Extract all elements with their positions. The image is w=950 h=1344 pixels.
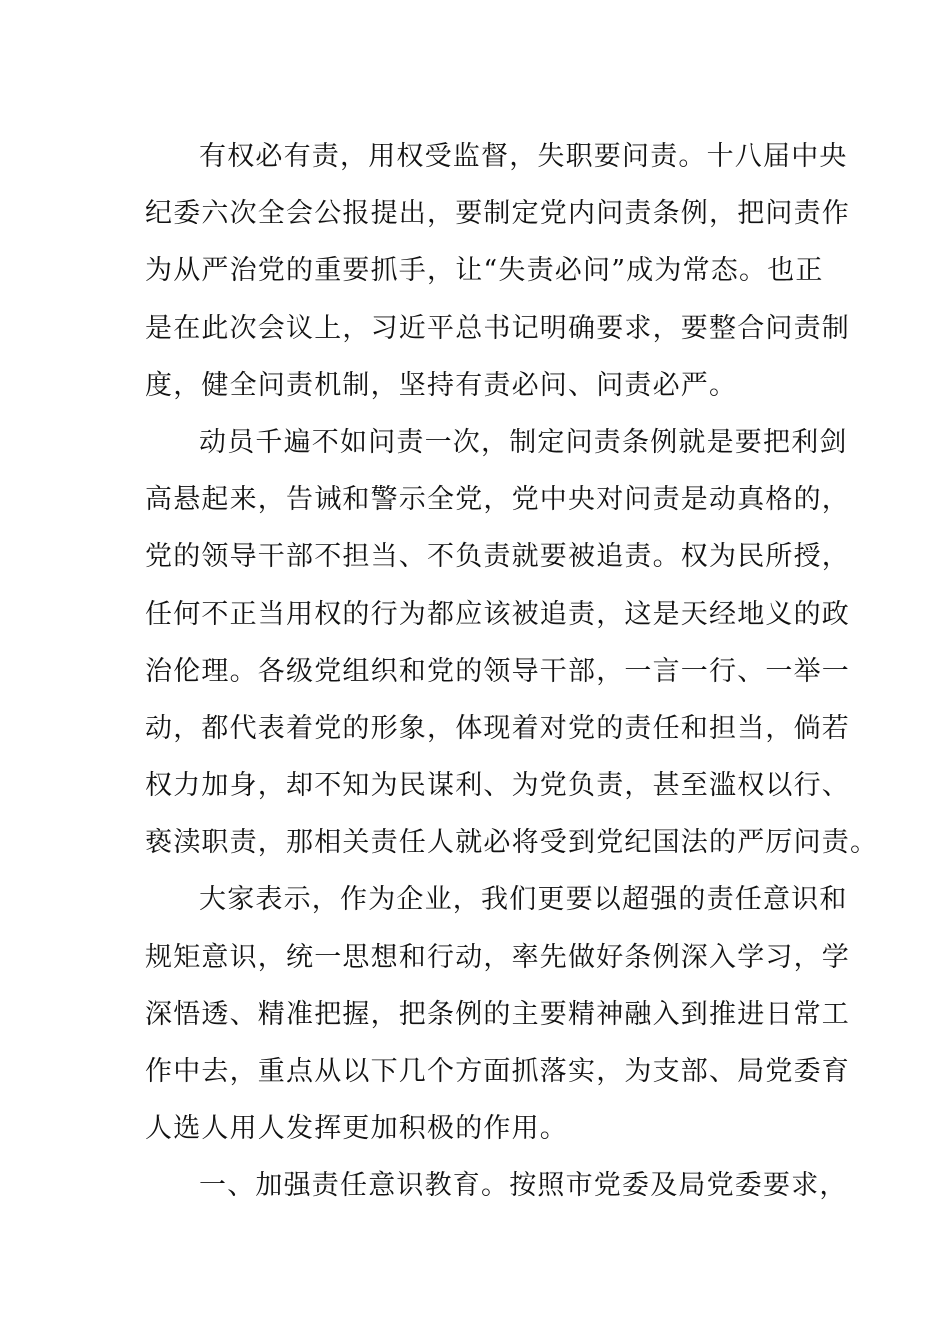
text-line: 任何不正当用权的行为都应该被追责，这是天经地义的政 (145, 598, 850, 630)
paragraph-4 (145, 1157, 848, 1214)
text-line: 大家表示，作为企业，我们更要以超强的责任意识和 (199, 884, 848, 916)
text-line: 深悟透、精准把握，把条例的主要精神融入到推进日常工 (145, 998, 850, 1030)
text-line: 为从严治党的重要抓手，让“失责必问”成为常态。也正 (145, 255, 824, 287)
text-line: 度，健全问责机制，坚持有责必问、问责必严。 (145, 369, 738, 401)
text-line: 动员千遍不如问责一次，制定问责条例就是要把利剑 (199, 426, 848, 458)
paragraph-3 (145, 871, 850, 1157)
text-line: 治伦理。各级党组织和党的领导干部，一言一行、一举一 (145, 655, 850, 687)
text-line: 动，都代表着党的形象，体现着对党的责任和担当，倘若 (145, 712, 850, 744)
paragraph-1 (145, 128, 850, 414)
document-body (145, 128, 879, 1215)
text-line: 亵渎职责，那相关责任人就必将受到党纪国法的严厉问责。 (145, 827, 879, 859)
text-line: 规矩意识，统一思想和行动，率先做好条例深入学习，学 (145, 941, 850, 973)
text-line: 有权必有责，用权受监督，失职要问责。十八届中央 (199, 141, 848, 172)
text-line: 是在此次会议上，习近平总书记明确要求，要整合问责制 (145, 312, 850, 344)
text-line: 人选人用人发挥更加积极的作用。 (145, 1113, 568, 1145)
paragraph-2 (145, 414, 879, 872)
text-line: 党的领导干部不担当、不负责就要被追责。权为民所授， (145, 541, 850, 573)
text-line: 高悬起来，告诫和警示全党，党中央对问责是动真格的， (145, 484, 850, 516)
text-line: 纪委六次全会公报提出，要制定党内问责条例，把问责作 (145, 198, 850, 230)
text-line: 权力加身，却不知为民谋利、为党负责，甚至滥权以行、 (145, 770, 850, 802)
text-line: 一、加强责任意识教育。按照市党委及局党委要求， (199, 1170, 848, 1202)
text-line: 作中去，重点从以下几个方面抓落实，为支部、局党委育 (145, 1056, 850, 1087)
